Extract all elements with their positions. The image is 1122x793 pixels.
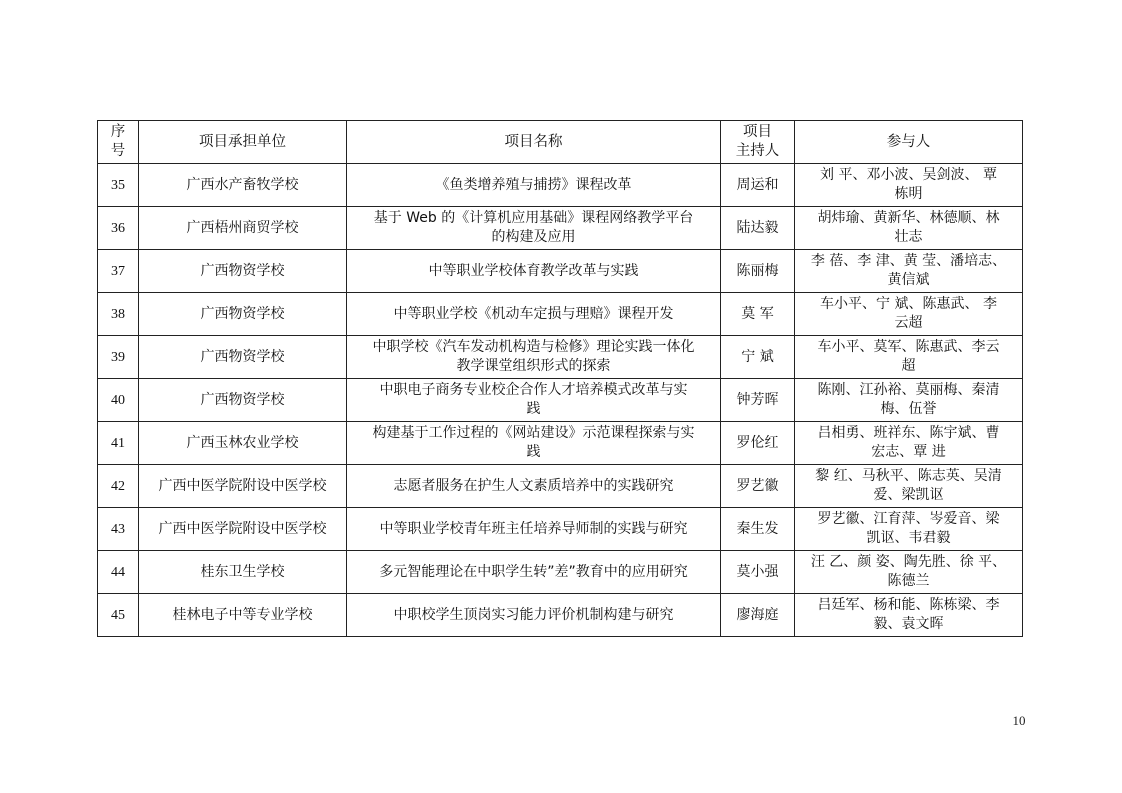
row-unit: 广西物资学校	[139, 293, 347, 336]
row-project-name: 中等职业学校《机动车定损与理赔》课程开发	[347, 293, 721, 336]
row-project-name: 多元智能理论在中职学生转”差”教育中的应用研究	[347, 551, 721, 594]
table-row	[98, 250, 1023, 293]
table-row	[98, 551, 1023, 594]
row-number: 42	[98, 465, 139, 508]
row-host: 廖海庭	[721, 594, 795, 637]
row-unit: 桂林电子中等专业学校	[139, 594, 347, 637]
page-number: 10	[1012, 713, 1026, 728]
row-project-name: 构建基于工作过程的《网站建设》示范课程探索与实 践	[347, 422, 721, 465]
row-project-name: 《鱼类增养殖与捕捞》课程改革	[347, 164, 721, 207]
row-participants: 车小平、莫军、陈惠武、李云 超	[795, 336, 1023, 379]
row-number: 36	[98, 207, 139, 250]
row-unit: 广西中医学院附设中医学校	[139, 465, 347, 508]
header-no: 序 号	[98, 121, 139, 164]
table-body	[98, 164, 1023, 637]
table-row	[98, 164, 1023, 207]
row-project-name: 中等职业学校体育教学改革与实践	[347, 250, 721, 293]
table-row	[98, 207, 1023, 250]
row-host: 罗艺徽	[721, 465, 795, 508]
row-project-name: 志愿者服务在护生人文素质培养中的实践研究	[347, 465, 721, 508]
row-unit: 广西水产畜牧学校	[139, 164, 347, 207]
row-number: 38	[98, 293, 139, 336]
row-host: 陈丽梅	[721, 250, 795, 293]
row-participants: 陈刚、江孙裕、莫丽梅、秦清 梅、伍誉	[795, 379, 1023, 422]
table-row	[98, 336, 1023, 379]
row-unit: 广西物资学校	[139, 336, 347, 379]
row-unit: 广西物资学校	[139, 379, 347, 422]
row-number: 44	[98, 551, 139, 594]
row-project-name: 中等职业学校青年班主任培养导师制的实践与研究	[347, 508, 721, 551]
header-row	[98, 121, 1023, 164]
row-participants: 胡炜瑜、黄新华、林德顺、林 壮志	[795, 207, 1023, 250]
table-row	[98, 465, 1023, 508]
row-project-name: 中职学校《汽车发动机构造与检修》理论实践一体化 教学课堂组织形式的探索	[347, 336, 721, 379]
row-participants: 刘 平、邓小波、吴剑波、 覃 栋明	[795, 164, 1023, 207]
row-unit: 广西物资学校	[139, 250, 347, 293]
row-participants: 罗艺徽、江育萍、岑爱音、梁 凯讴、韦君毅	[795, 508, 1023, 551]
row-number: 35	[98, 164, 139, 207]
row-number: 45	[98, 594, 139, 637]
row-unit: 广西玉林农业学校	[139, 422, 347, 465]
row-participants: 吕廷军、杨和能、陈栋梁、李 毅、袁文晖	[795, 594, 1023, 637]
project-table	[97, 120, 1023, 637]
table-row	[98, 508, 1023, 551]
row-project-name: 中职校学生顶岗实习能力评价机制构建与研究	[347, 594, 721, 637]
row-participants: 汪 乙、颜 姿、陶先胜、徐 平、 陈德兰	[795, 551, 1023, 594]
row-unit: 广西中医学院附设中医学校	[139, 508, 347, 551]
row-participants: 车小平、宁 斌、陈惠武、 李 云超	[795, 293, 1023, 336]
row-host: 宁 斌	[721, 336, 795, 379]
header-unit: 项目承担单位	[139, 121, 347, 164]
row-unit: 桂东卫生学校	[139, 551, 347, 594]
header-participants: 参与人	[795, 121, 1023, 164]
row-participants: 吕相勇、班祥东、陈宇斌、曹 宏志、覃 进	[795, 422, 1023, 465]
row-project-name: 基于 Web 的《计算机应用基础》课程网络教学平台 的构建及应用	[347, 207, 721, 250]
row-participants: 李 蓓、李 津、黄 莹、潘培志、 黄信斌	[795, 250, 1023, 293]
row-host: 周运和	[721, 164, 795, 207]
row-host: 秦生发	[721, 508, 795, 551]
row-number: 39	[98, 336, 139, 379]
table-row	[98, 379, 1023, 422]
row-participants: 黎 红、马秋平、陈志英、吴清 爱、梁凯讴	[795, 465, 1023, 508]
row-project-name: 中职电子商务专业校企合作人才培养模式改革与实 践	[347, 379, 721, 422]
row-host: 莫 军	[721, 293, 795, 336]
row-number: 41	[98, 422, 139, 465]
table-row	[98, 293, 1023, 336]
header-project-name: 项目名称	[347, 121, 721, 164]
row-host: 罗伦红	[721, 422, 795, 465]
header-host: 项目 主持人	[721, 121, 795, 164]
row-number: 43	[98, 508, 139, 551]
row-number: 37	[98, 250, 139, 293]
row-unit: 广西梧州商贸学校	[139, 207, 347, 250]
table-header	[98, 121, 1023, 164]
row-number: 40	[98, 379, 139, 422]
row-host: 莫小强	[721, 551, 795, 594]
table-row	[98, 594, 1023, 637]
row-host: 陆达毅	[721, 207, 795, 250]
row-host: 钟芳晖	[721, 379, 795, 422]
table-row	[98, 422, 1023, 465]
